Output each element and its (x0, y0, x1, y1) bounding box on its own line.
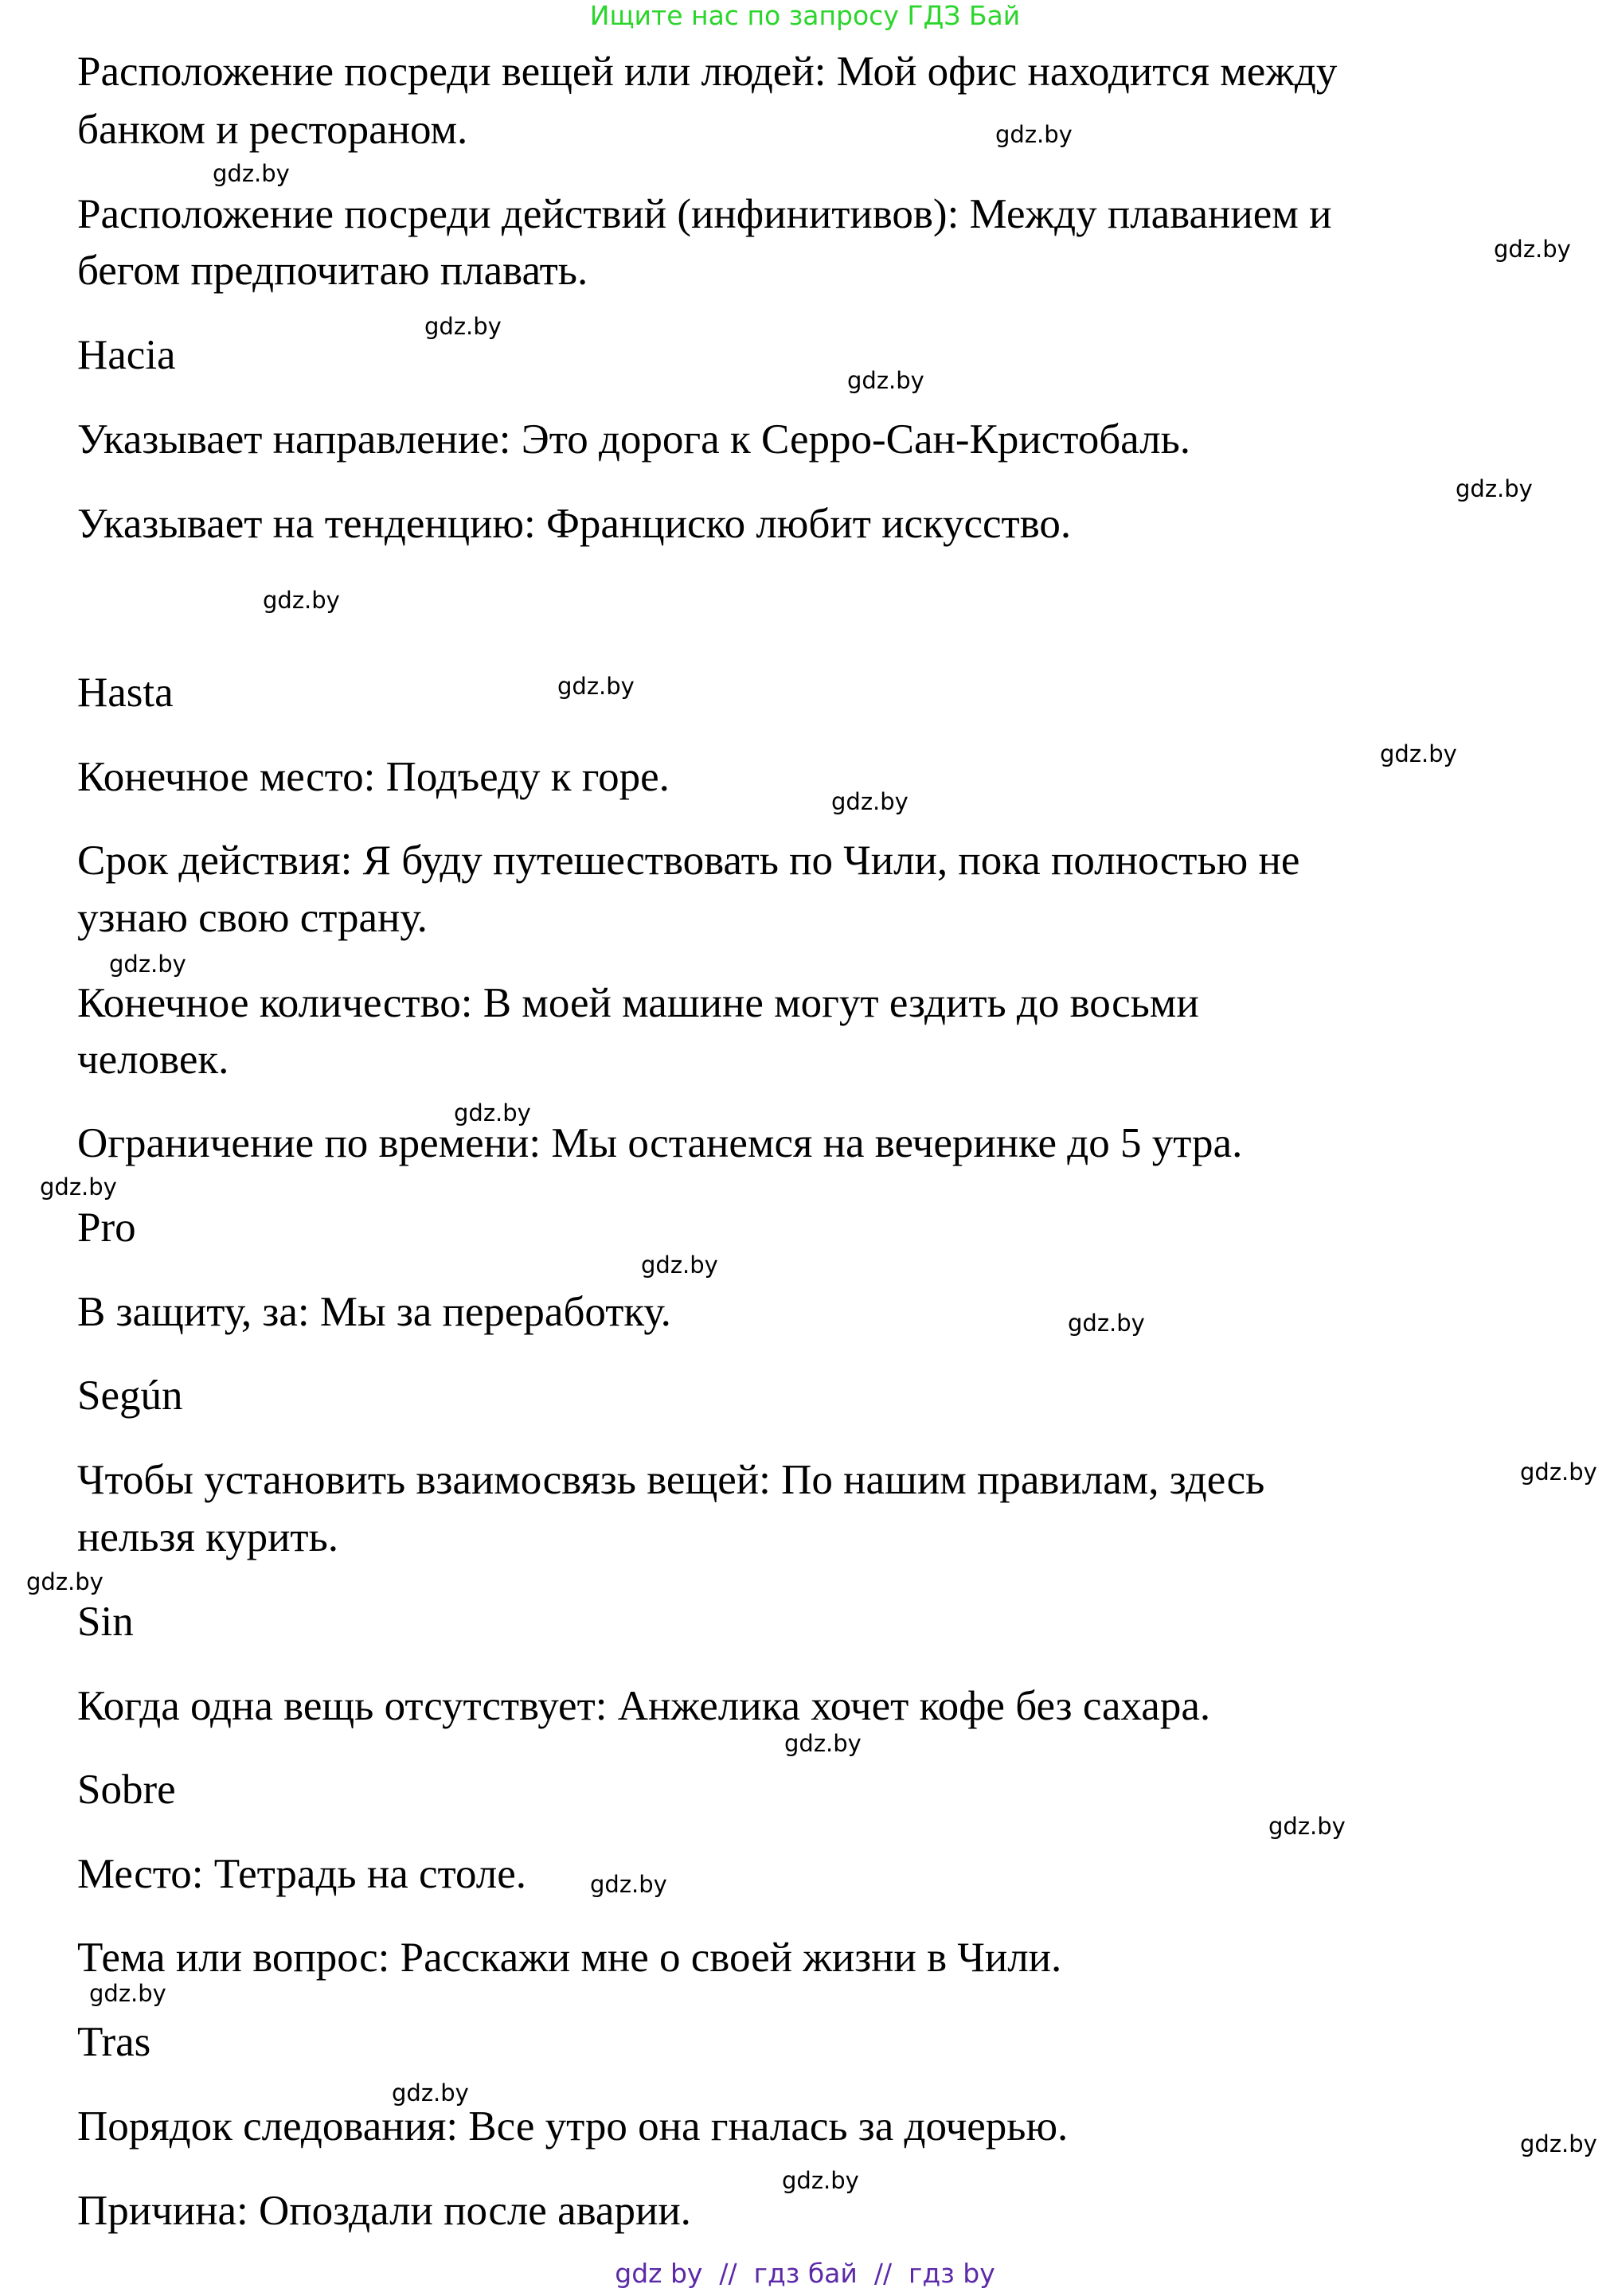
watermark: gdz.by (557, 673, 635, 700)
watermark: gdz.by (782, 2167, 859, 2194)
watermark: gdz.by (213, 160, 290, 187)
watermark: gdz.by (109, 951, 186, 978)
text-line: Конечное количество: В моей машине могут ездить до восьми (77, 980, 1199, 1026)
text-line: Место: Тетрадь на столе. (77, 1851, 526, 1897)
watermark: gdz.by (1268, 1813, 1346, 1840)
footer-links: gdz by // гдз бай // гдз by (615, 2258, 995, 2289)
text-line: Тема или вопрос: Расскажи мне о своей жизни в Чили. (77, 1935, 1062, 1981)
watermark: gdz.by (454, 1099, 531, 1127)
text-line: Конечное место: Подъеду к горе. (77, 754, 670, 800)
watermark: gdz.by (1494, 236, 1571, 263)
text-line: узнаю свою страну. (77, 895, 428, 941)
watermark: gdz.by (1068, 1310, 1145, 1337)
text-line: Порядок следования: Все утро она гналась за дочерью. (77, 2103, 1069, 2150)
watermark: gdz.by (1520, 1458, 1597, 1486)
top-banner: Ищите нас по запросу ГДЗ Бай (589, 0, 1021, 31)
text-line: Расположение посреди действий (инфинитивов): Между плаванием и (77, 191, 1332, 237)
watermark: gdz.by (26, 1568, 104, 1595)
section-heading-sin: Sin (77, 1599, 134, 1645)
text-line: бегом предпочитаю плавать. (77, 248, 588, 294)
text-line: Указывает направление: Это дорога к Серро-Сан-Кристобаль. (77, 416, 1191, 463)
section-heading-segun: Según (77, 1373, 183, 1419)
text-line: В защиту, за: Мы за переработку. (77, 1289, 671, 1335)
watermark: gdz.by (847, 367, 924, 394)
text-line: Когда одна вещь отсутствует: Анжелика хочет кофе без сахара. (77, 1683, 1211, 1729)
watermark: gdz.by (1520, 2130, 1597, 2157)
text-line: Срок действия: Я буду путешествовать по Чили, пока полностью не (77, 838, 1300, 884)
watermark: gdz.by (641, 1251, 718, 1279)
watermark: gdz.by (263, 587, 340, 614)
section-heading-sobre: Sobre (77, 1767, 176, 1813)
text-line: Ограничение по времени: Мы останемся на вечеринке до 5 утра. (77, 1120, 1243, 1166)
watermark: gdz.by (40, 1173, 117, 1201)
watermark: gdz.by (89, 1980, 166, 2007)
watermark: gdz.by (424, 313, 502, 340)
watermark: gdz.by (784, 1730, 862, 1757)
section-heading-pro: Pro (77, 1205, 136, 1251)
watermark: gdz.by (831, 788, 909, 815)
text-line: Расположение посреди вещей или людей: Мой офис находится между (77, 49, 1338, 95)
section-heading-hasta: Hasta (77, 670, 174, 716)
text-line: Указывает на тенденцию: Франциско любит искусство. (77, 501, 1072, 547)
text-line: Причина: Опоздали после аварии. (77, 2188, 691, 2234)
text-line: банком и рестораном. (77, 107, 468, 153)
section-heading-tras: Tras (77, 2019, 151, 2065)
watermark: gdz.by (1380, 740, 1457, 767)
watermark: gdz.by (995, 121, 1073, 148)
text-line: человек. (77, 1037, 229, 1083)
text-line: нельзя курить. (77, 1514, 339, 1560)
watermark: gdz.by (392, 2079, 469, 2107)
watermark: gdz.by (1456, 475, 1533, 502)
text-line: Чтобы установить взаимосвязь вещей: По нашим правилам, здесь (77, 1457, 1265, 1503)
watermark: gdz.by (590, 1871, 667, 1898)
section-heading-hacia: Hacia (77, 332, 176, 378)
